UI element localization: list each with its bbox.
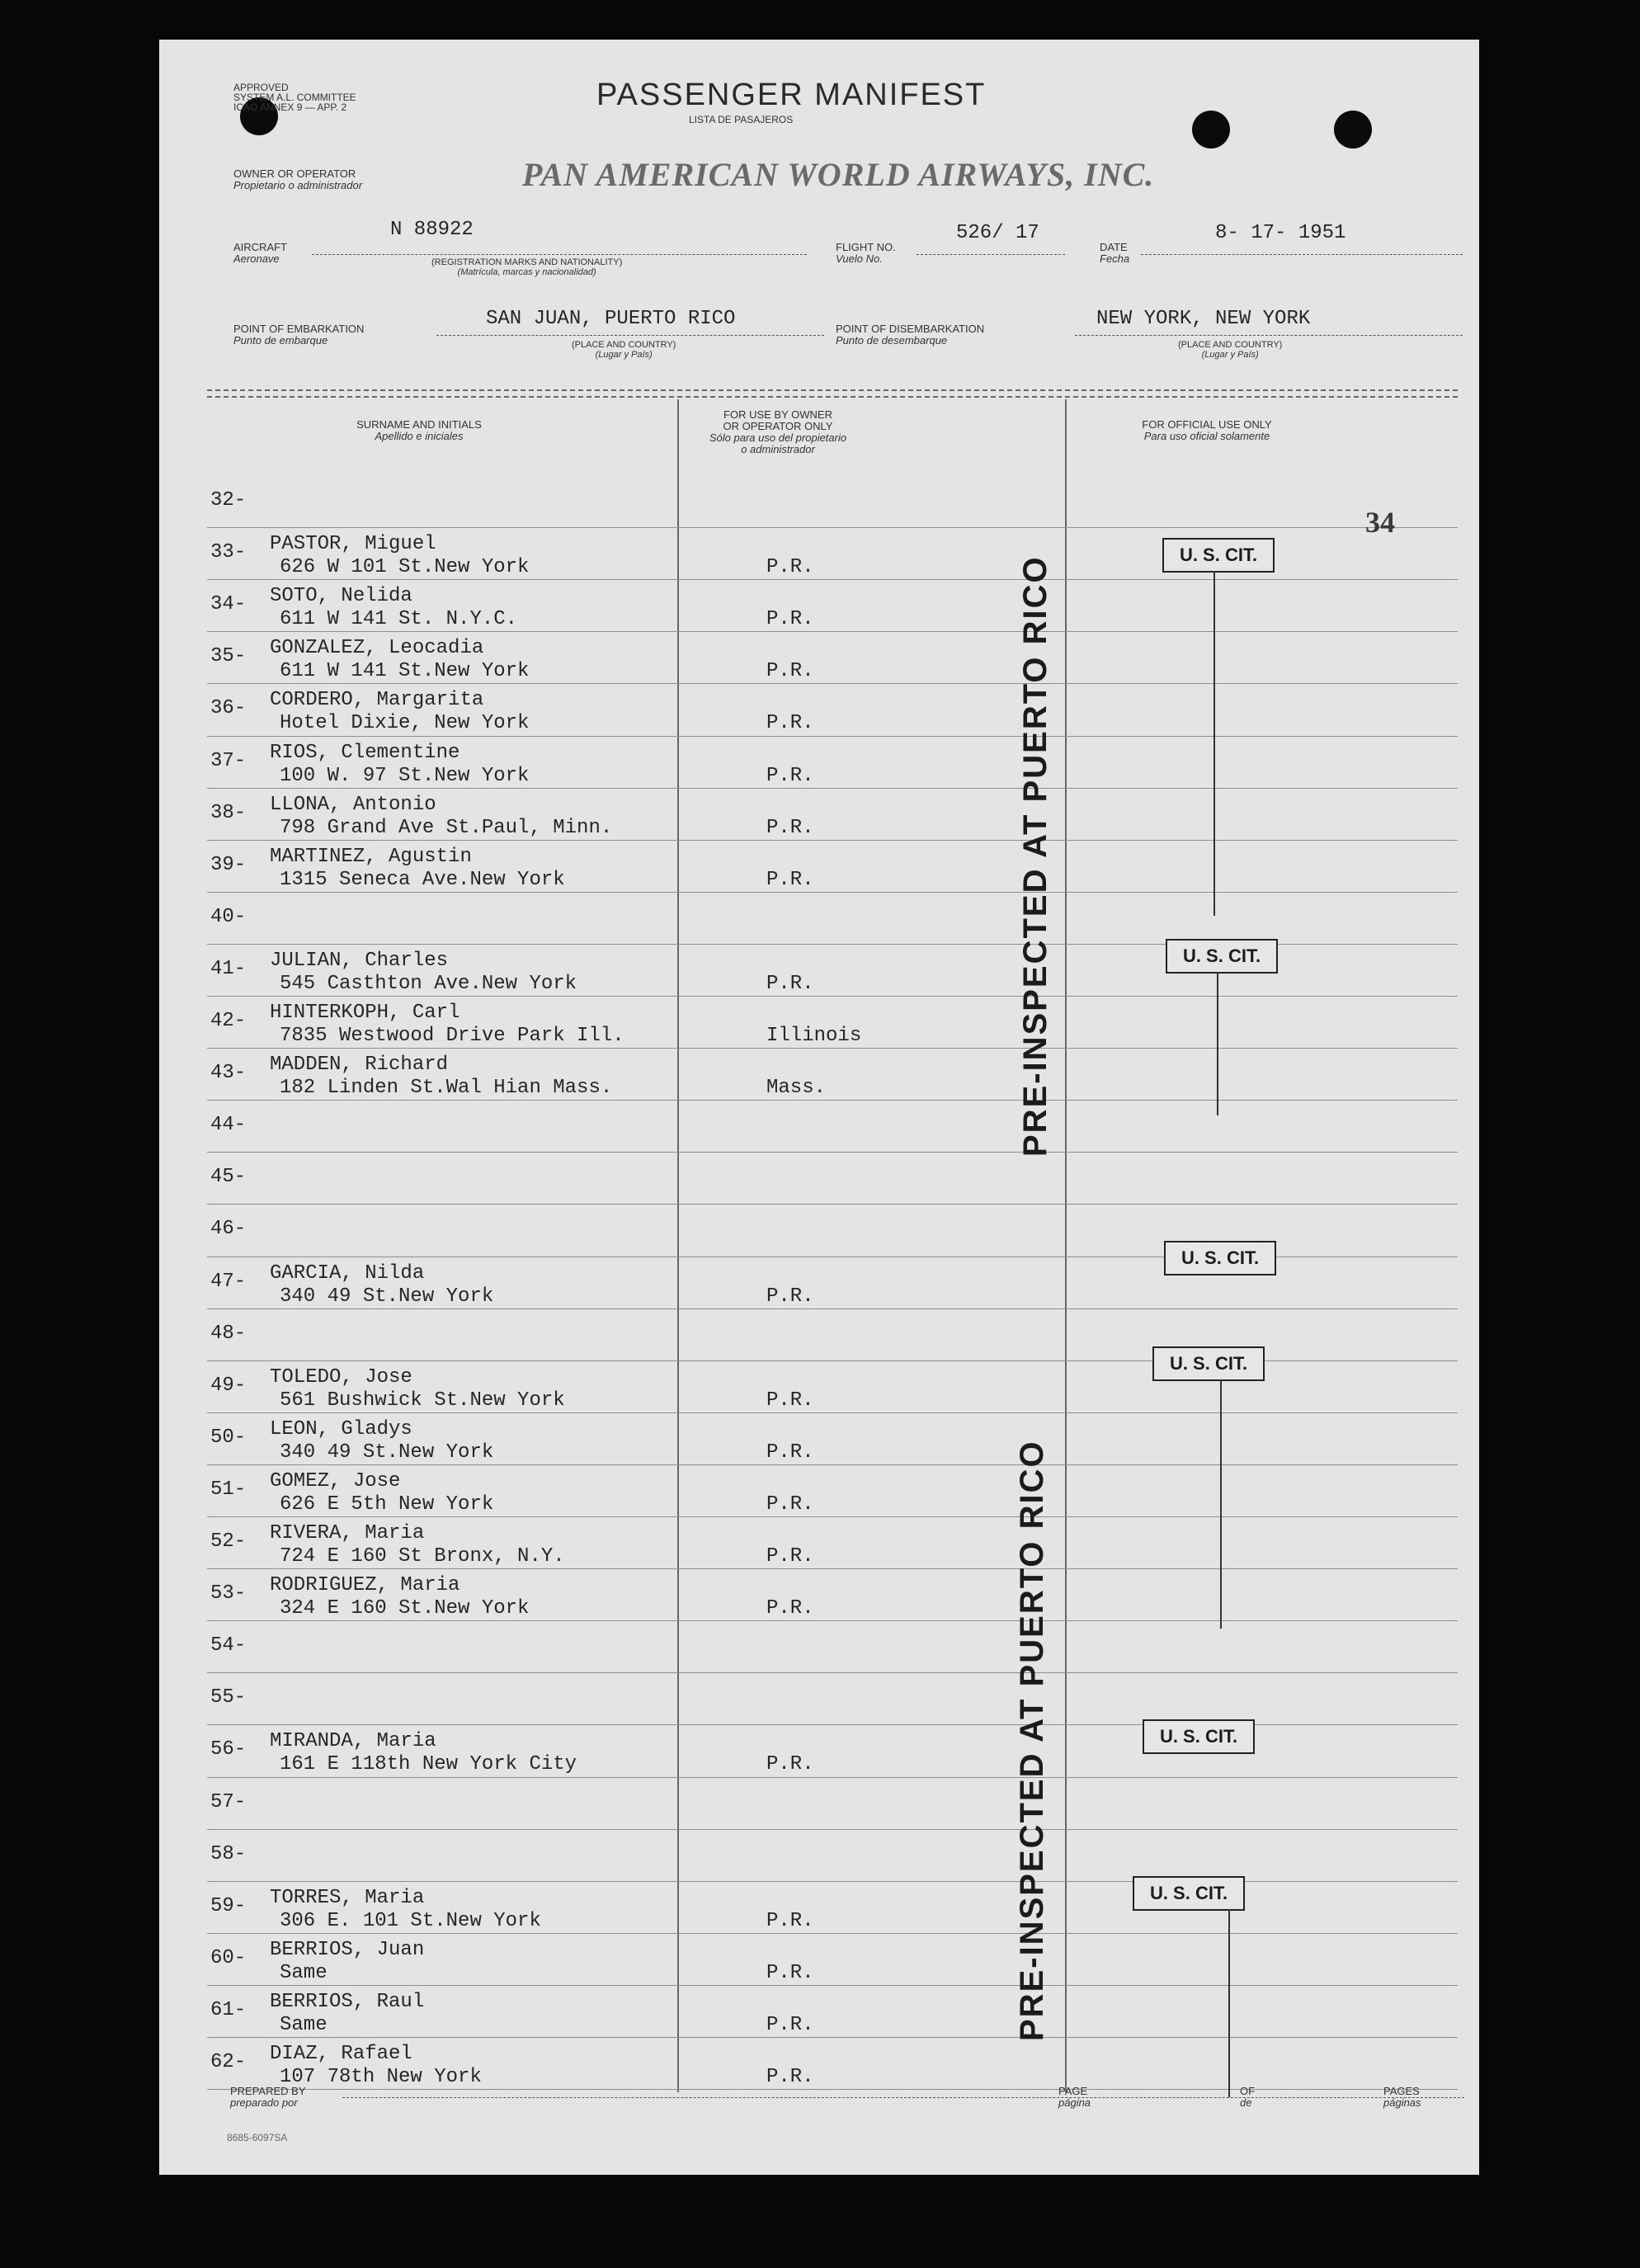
bracket-line [1214,571,1215,916]
owner-use-value: P.R. [766,660,814,683]
embark-place-sublabel-spanish: (Lugar y País) [595,350,653,360]
aircraft-value: N 88922 [390,219,474,241]
row-number: 41- [210,957,247,980]
flight-value: 526/ 17 [956,222,1039,244]
page-label: PAGE [1058,2085,1088,2097]
row-number: 40- [210,905,247,928]
row-number: 33- [210,541,247,564]
embark-value: SAN JUAN, PUERTO RICO [486,308,736,330]
passenger-name: GOMEZ, Jose [270,1469,401,1492]
row-number: 47- [210,1270,247,1293]
row-number: 60- [210,1946,247,1969]
passenger-address: 611 W 141 St.New York [280,660,530,683]
passenger-address: 626 E 5th New York [280,1492,494,1516]
bracket-line [1228,1909,1230,2097]
row-divider [207,788,1458,789]
owner-label-spanish: Propietario o administrador [233,179,363,191]
row-divider [207,1412,1458,1413]
pages-label: PAGES [1383,2085,1420,2097]
passenger-name: MARTINEZ, Agustin [270,845,472,868]
pre-inspected-stamp: PRE-INSPECTED AT PUERTO RICO [1014,1440,1050,2041]
row-divider [207,1568,1458,1569]
owner-use-value: P.R. [766,816,814,839]
us-citizen-stamp: U. S. CIT. [1143,1719,1255,1754]
owner-use-column-header: FOR USE BY OWNER [723,408,832,421]
passenger-name: MADDEN, Richard [270,1054,449,1077]
passenger-name: PASTOR, Miguel [270,533,436,556]
passenger-name: LLONA, Antonio [270,793,436,816]
owner-use-value: P.R. [766,1545,814,1568]
owner-use-column-header-spanish: Sólo para uso del propietario [709,431,847,444]
passenger-address: Hotel Dixie, New York [280,712,530,735]
row-divider [207,1152,1458,1153]
row-divider [207,1048,1458,1049]
aircraft-label-spanish: Aeronave [233,252,280,265]
passenger-address: 324 E 160 St.New York [280,1597,530,1620]
owner-use-value: P.R. [766,608,814,631]
row-divider [207,1516,1458,1517]
passenger-address: 7835 Westwood Drive Park Ill. [280,1025,624,1047]
us-citizen-stamp: U. S. CIT. [1162,538,1275,573]
passenger-address: 340 49 St.New York [280,1285,494,1308]
owner-use-value: P.R. [766,2013,814,2036]
date-label-spanish: Fecha [1100,252,1130,265]
passenger-address: 798 Grand Ave St.Paul, Minn. [280,816,613,839]
row-divider [207,840,1458,841]
owner-label: OWNER OR OPERATOR [233,167,356,180]
us-citizen-stamp: U. S. CIT. [1133,1876,1245,1911]
row-divider [207,1933,1458,1934]
passenger-address: Same [280,2013,328,2036]
row-number: 46- [210,1218,247,1241]
prepared-by-label-spanish: preparado por [230,2096,298,2109]
passenger-name: MIRANDA, Maria [270,1730,436,1753]
row-number: 54- [210,1634,247,1657]
surname-column-header-spanish: Apellido e iniciales [375,430,464,442]
row-divider [207,1464,1458,1465]
passenger-address: Same [280,1961,328,1984]
owner-use-value: P.R. [766,1440,814,1464]
passenger-name: RIOS, Clementine [270,741,460,764]
row-divider [207,1204,1458,1205]
passenger-address: 626 W 101 St.New York [280,556,530,579]
handwritten-count: 34 [1365,506,1395,539]
row-divider [207,892,1458,893]
row-divider [207,1672,1458,1673]
passenger-address: 182 Linden St.Wal Hian Mass. [280,1077,613,1100]
row-number: 56- [210,1738,247,1761]
row-number: 45- [210,1166,247,1189]
owner-use-value: P.R. [766,1909,814,1932]
aircraft-sublabel: (REGISTRATION MARKS AND NATIONALITY) [431,257,623,267]
row-number: 37- [210,749,247,772]
row-divider [207,1881,1458,1882]
row-divider [207,579,1458,580]
approved-committee: SYSTEM A.L. COMMITTEE [233,92,356,103]
row-number: 51- [210,1478,247,1501]
date-value: 8- 17- 1951 [1215,222,1346,244]
of-label: OF [1240,2085,1256,2097]
passenger-name: RIVERA, Maria [270,1522,425,1544]
passenger-name: LEON, Gladys [270,1417,412,1440]
punch-hole [1192,111,1230,149]
row-divider [207,996,1458,997]
approved-annex: ICAO ANNEX 9 — APP. 2 [233,101,347,113]
row-number: 53- [210,1582,247,1606]
owner-use-value: Illinois [766,1025,862,1047]
passenger-name: HINTERKOPH, Carl [270,1002,460,1024]
embark-label-spanish: Punto de embarque [233,334,328,347]
bracket-line [1220,1379,1222,1629]
disembark-label-spanish: Punto de desembarque [836,334,948,347]
row-divider [207,1985,1458,1986]
disembark-value: NEW YORK, NEW YORK [1096,308,1311,330]
row-divider [207,2037,1458,2038]
owner-use-value: P.R. [766,972,814,995]
us-citizen-stamp: U. S. CIT. [1152,1346,1265,1381]
passenger-name: CORDERO, Margarita [270,689,484,712]
aircraft-label: AIRCRAFT [233,241,287,253]
page-title-spanish: LISTA DE PASAJEROS [689,114,794,125]
date-label: DATE [1100,241,1128,253]
passenger-name: GARCIA, Nilda [270,1261,425,1285]
row-number: 34- [210,593,247,616]
row-number: 43- [210,1062,247,1085]
row-number: 35- [210,645,247,668]
page-label-spanish: página [1058,2096,1091,2109]
bracket-line [1217,972,1218,1115]
owner-use-value: P.R. [766,556,814,579]
row-number: 52- [210,1530,247,1553]
owner-use-value: P.R. [766,712,814,735]
owner-use-value: P.R. [766,868,814,891]
passenger-name: JULIAN, Charles [270,949,449,972]
page-title: PASSENGER MANIFEST [596,78,987,112]
row-number: 62- [210,2051,247,2073]
row-number: 49- [210,1374,247,1397]
approved-label: APPROVED [233,82,289,93]
row-number: 50- [210,1426,247,1449]
passenger-name: TOLEDO, Jose [270,1365,412,1389]
pre-inspected-stamp: PRE-INSPECTED AT PUERTO RICO [1017,555,1053,1157]
manifest-page [159,40,1479,2175]
punch-hole [1334,111,1372,149]
passenger-name: TORRES, Maria [270,1886,425,1909]
row-number: 61- [210,1998,247,2021]
row-divider [207,1360,1458,1361]
flight-label: FLIGHT NO. [836,241,896,253]
passenger-name: DIAZ, Rafael [270,2043,412,2065]
passenger-address: 724 E 160 St Bronx, N.Y. [280,1545,565,1568]
row-number: 36- [210,697,247,720]
row-number: 39- [210,853,247,876]
row-number: 57- [210,1790,247,1813]
owner-use-value: P.R. [766,1492,814,1516]
owner-use-value: P.R. [766,2066,814,2088]
passenger-address: 340 49 St.New York [280,1440,494,1464]
disembark-label: POINT OF DISEMBARKATION [836,323,985,335]
passenger-name: RODRIGUEZ, Maria [270,1574,460,1597]
passenger-address: 611 W 141 St. N.Y.C. [280,608,518,631]
owner-use-value: P.R. [766,1753,814,1776]
row-number: 59- [210,1894,247,1917]
passenger-address: 107 78th New York [280,2066,482,2088]
prepared-by-label: PREPARED BY [230,2085,306,2097]
row-divider [207,1620,1458,1621]
passenger-address: 306 E. 101 St.New York [280,1909,541,1932]
disembark-place-sublabel-spanish: (Lugar y País) [1201,350,1259,360]
passenger-name: BERRIOS, Raul [270,1990,425,2013]
passenger-name: SOTO, Nelida [270,585,412,608]
row-divider [207,1100,1458,1101]
official-use-column-header-spanish: Para uso oficial solamente [1143,430,1270,442]
row-number: 58- [210,1842,247,1865]
official-use-column-header: FOR OFFICIAL USE ONLY [1142,418,1272,431]
row-number: 44- [210,1114,247,1137]
passenger-name: GONZALEZ, Leocadia [270,637,484,660]
passenger-address: 161 E 118th New York City [280,1753,577,1776]
passenger-address: 561 Bushwick St.New York [280,1389,565,1412]
owner-use-column-header-spanish-line2: o administrador [741,443,815,455]
embark-label: POINT OF EMBARKATION [233,323,365,335]
row-number: 38- [210,801,247,824]
pages-label-spanish: páginas [1383,2096,1421,2109]
aircraft-sublabel-spanish: (Matrícula, marcas y nacionalidad) [457,267,596,277]
row-divider [207,1308,1458,1309]
row-number: 42- [210,1010,247,1032]
form-code: 8685-6097SA [227,2132,288,2143]
embark-place-sublabel: (PLACE AND COUNTRY) [572,340,676,350]
owner-use-value: P.R. [766,764,814,787]
owner-use-value: P.R. [766,1285,814,1308]
disembark-place-sublabel: (PLACE AND COUNTRY) [1178,340,1283,350]
passenger-address: 100 W. 97 St.New York [280,764,530,787]
row-divider [207,2089,1458,2090]
row-number: 55- [210,1686,247,1709]
owner-use-value: P.R. [766,1961,814,1984]
of-label-spanish: de [1240,2096,1252,2109]
row-number: 32- [210,489,247,512]
owner-use-value: P.R. [766,1597,814,1620]
row-divider [207,527,1458,528]
owner-use-value: Mass. [766,1077,827,1100]
row-divider [207,631,1458,632]
flight-label-spanish: Vuelo No. [836,252,883,265]
passenger-address: 1315 Seneca Ave.New York [280,868,565,891]
us-citizen-stamp: U. S. CIT. [1166,939,1278,974]
row-divider [207,1777,1458,1778]
owner-use-value: P.R. [766,1389,814,1412]
passenger-name: BERRIOS, Juan [270,1938,425,1961]
row-divider [207,736,1458,737]
row-divider [207,1724,1458,1725]
us-citizen-stamp: U. S. CIT. [1164,1241,1276,1275]
owner-use-column-header-line2: OR OPERATOR ONLY [723,420,833,432]
owner-value: PAN AMERICAN WORLD AIRWAYS, INC. [522,156,1155,193]
passenger-address: 545 Casthton Ave.New York [280,972,577,995]
row-divider [207,683,1458,684]
surname-column-header: SURNAME AND INITIALS [356,418,482,431]
row-divider [207,1829,1458,1830]
row-number: 48- [210,1322,247,1345]
